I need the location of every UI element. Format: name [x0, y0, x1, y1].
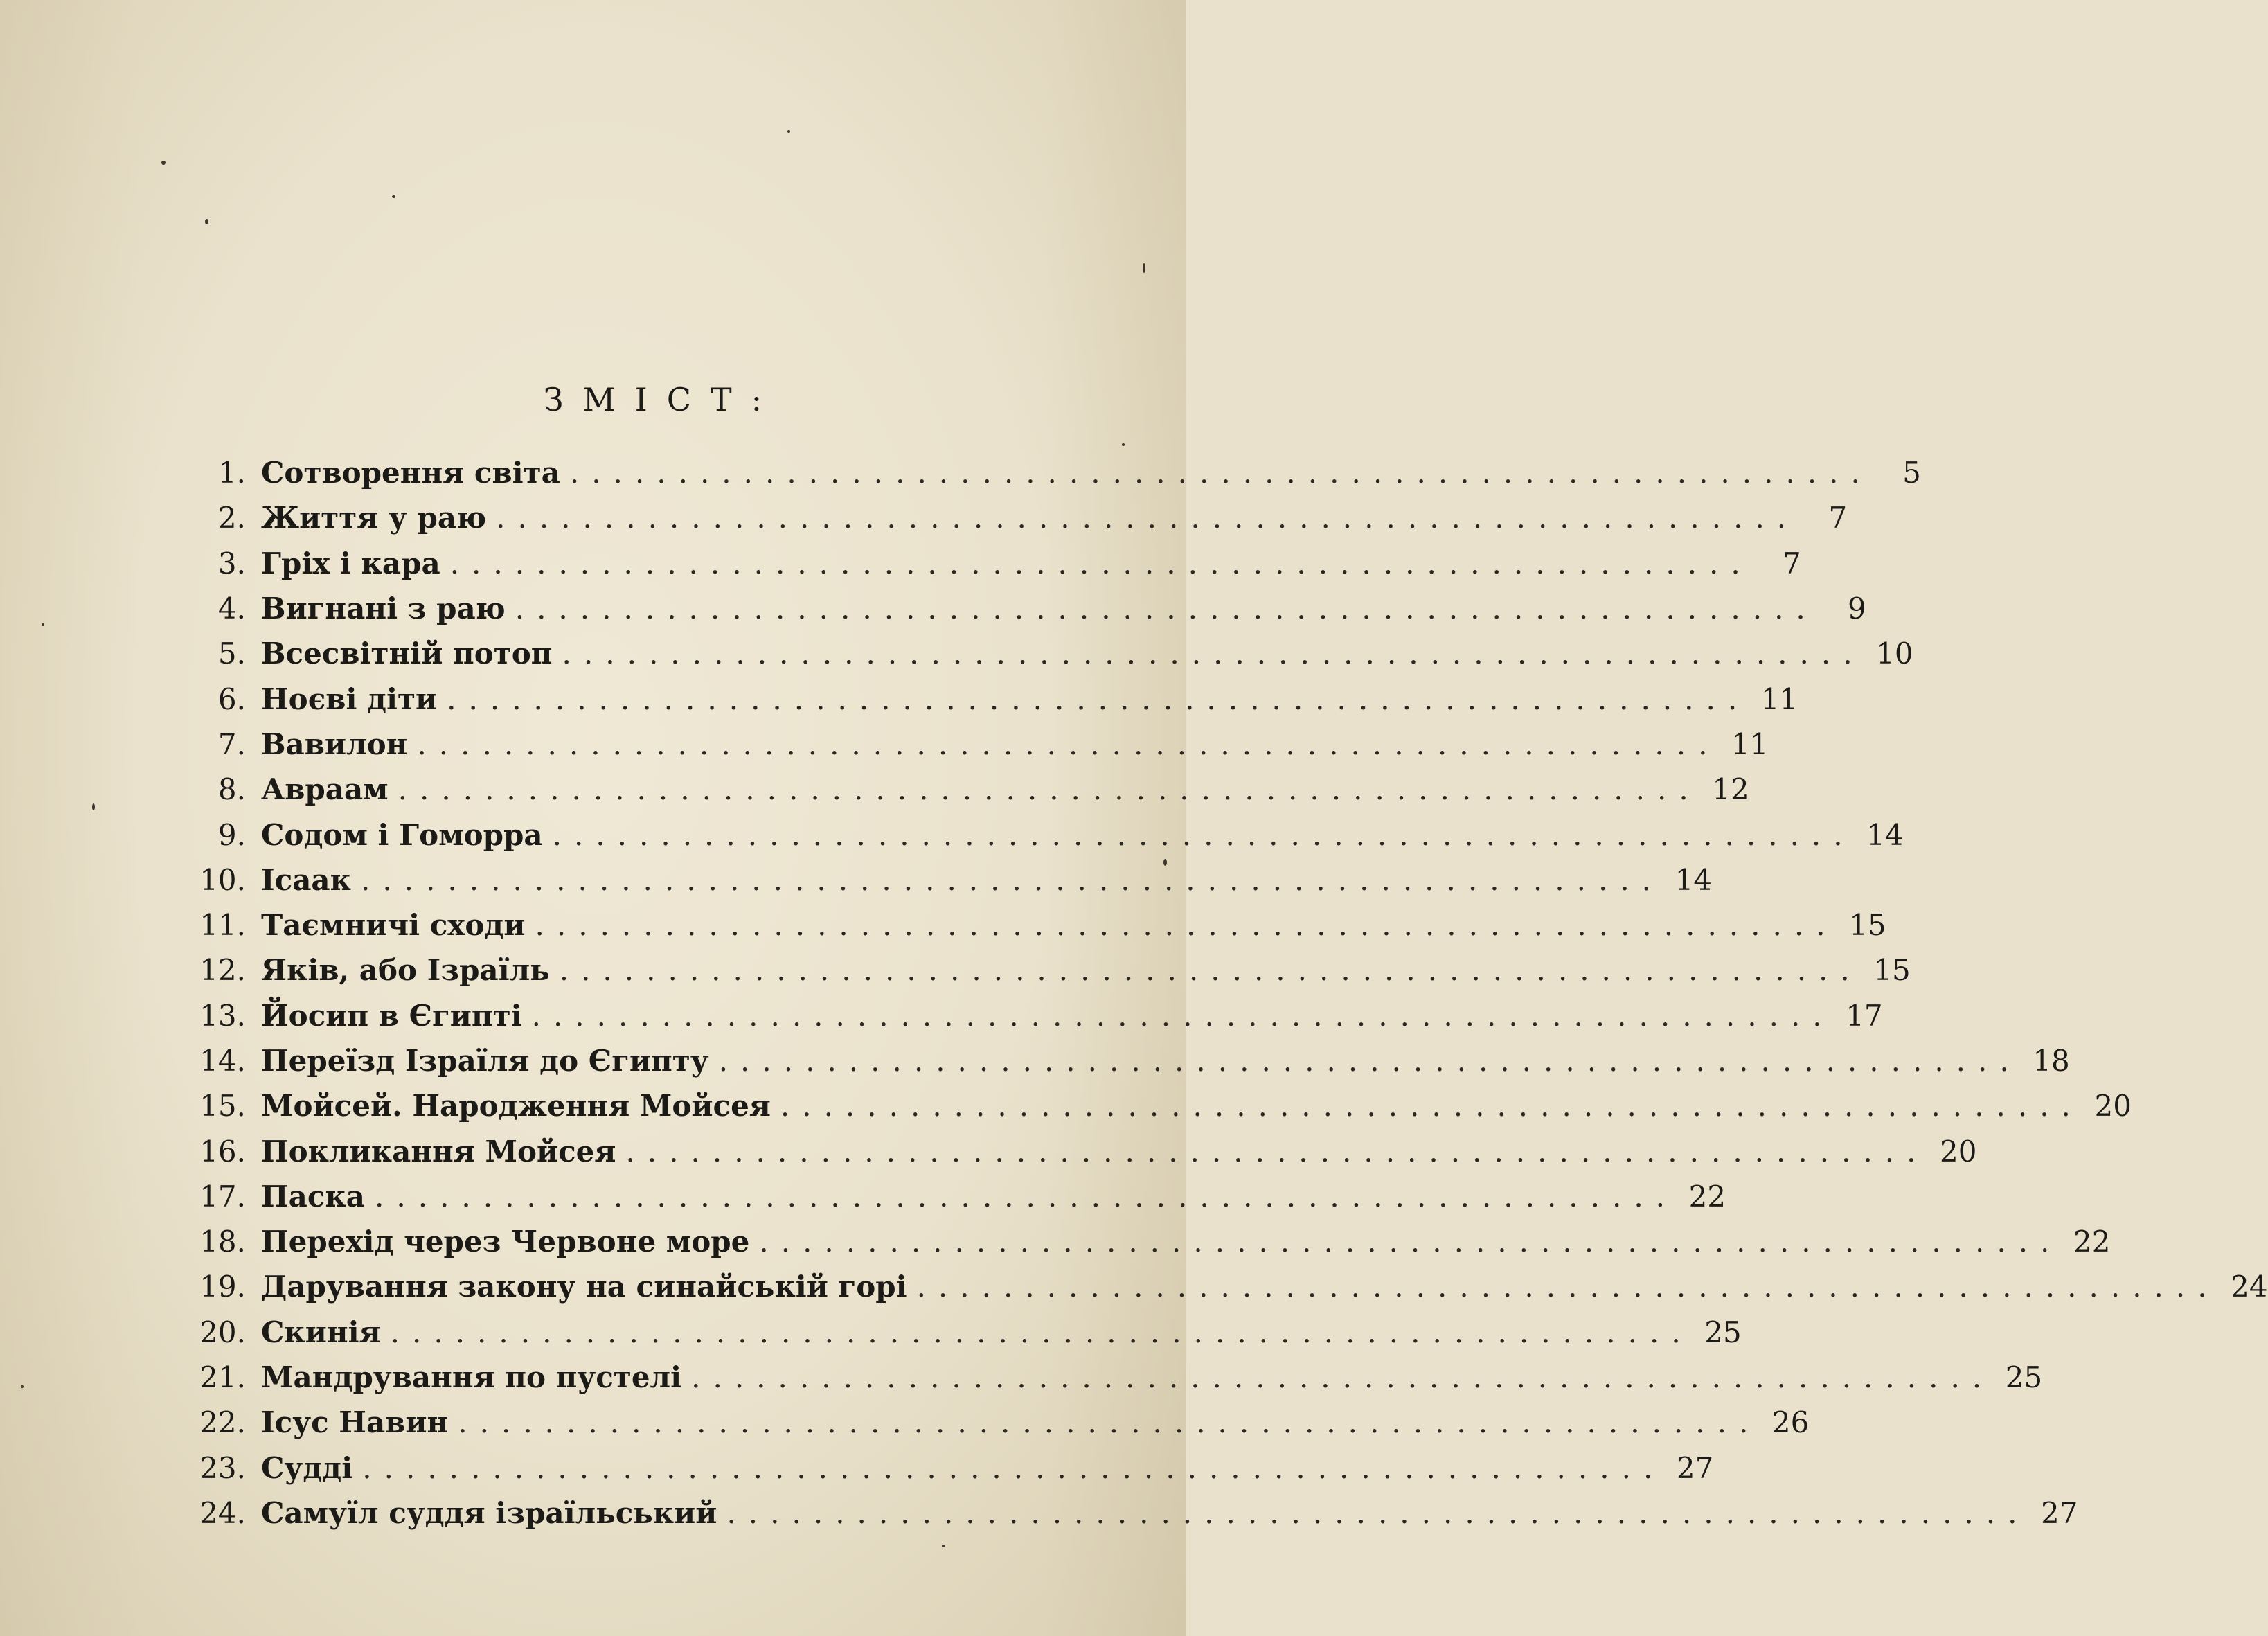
- page-title: ЗМІСТ:: [543, 381, 782, 418]
- toc-entry: [177, 1219, 2111, 1264]
- toc-leader-dots: ............................................................: [552, 817, 1855, 852]
- paper-speck: [92, 803, 95, 810]
- toc-leader-dots: ............................................................: [780, 1089, 2083, 1123]
- toc-leader-dots: ............................................................: [449, 546, 1753, 580]
- toc-leader-dots: ............................................................: [718, 1044, 2021, 1078]
- toc-leader-dots: ............................................................: [362, 1450, 1666, 1485]
- toc-leader-dots: ............................................................: [390, 1315, 1693, 1349]
- toc-entry-page: 9: [1848, 592, 1866, 626]
- toc-leader-dots: ............................................................: [375, 1179, 1678, 1213]
- toc-entry: [177, 450, 1921, 495]
- toc-entry-title: Яків, або Ізраїль: [261, 953, 550, 988]
- toc-entry-title: Вавилон: [261, 727, 408, 761]
- toc-entry-page: 14: [1675, 862, 1713, 897]
- toc-leader-dots: ............................................................: [496, 501, 1799, 535]
- paper-speck: [392, 195, 395, 198]
- toc-leader-dots: ............................................................: [417, 727, 1720, 761]
- toc-entry-page: 25: [1704, 1315, 1742, 1349]
- toc-entry-number: 16.: [199, 1134, 246, 1168]
- toc-leader-dots: ............................................................: [515, 592, 1818, 626]
- toc-entry-page: 25: [2005, 1360, 2043, 1395]
- toc-entry: [177, 1310, 1742, 1355]
- paper-speck: [205, 219, 208, 224]
- toc-entry-number: 19.: [199, 1270, 246, 1304]
- toc-entry: [177, 586, 1866, 631]
- toc-entry-page: 22: [1688, 1179, 1726, 1213]
- toc-leader-dots: ............................................................: [398, 772, 1701, 807]
- toc-entry-title: Таємничі сходи: [261, 908, 526, 943]
- toc-leader-dots: ............................................................: [562, 637, 1865, 671]
- toc-entry-title: Сотворення світа: [261, 456, 560, 490]
- toc-entry-page: 27: [1676, 1450, 1714, 1485]
- toc-entry-page: 18: [2033, 1044, 2070, 1078]
- toc-entry: [177, 993, 1883, 1038]
- toc-entry-number: 11.: [199, 908, 246, 943]
- paper-speck: [787, 130, 790, 133]
- toc-entry-number: 1.: [217, 456, 246, 490]
- toc-entry-page: 15: [1873, 953, 1911, 988]
- toc-entry-number: 24.: [199, 1495, 246, 1530]
- toc-entry-title: Ісус Навин: [261, 1405, 449, 1440]
- toc-entry: [177, 767, 1749, 812]
- toc-entry: [177, 1264, 2268, 1309]
- toc-entry-page: 22: [2073, 1225, 2111, 1259]
- toc-entry-number: 10.: [199, 862, 246, 897]
- toc-entry-title: Гріх і кара: [261, 546, 440, 580]
- toc-entry: [177, 1446, 1714, 1491]
- toc-entry-number: 8.: [217, 772, 246, 807]
- toc-entry-page: 5: [1902, 456, 1921, 490]
- toc-leader-dots: ............................................................: [726, 1495, 2030, 1530]
- toc-entry-title: Судді: [261, 1450, 353, 1485]
- toc-entry: [177, 1083, 2132, 1128]
- toc-entry-title: Перехід через Червоне море: [261, 1225, 750, 1259]
- toc-entry: [177, 541, 1801, 586]
- toc-entry-title: Мойсей. Народження Мойсея: [261, 1089, 771, 1123]
- toc-entry: [177, 948, 1911, 993]
- toc-leader-dots: ............................................................: [559, 953, 1862, 988]
- toc-entry-number: 17.: [199, 1179, 246, 1213]
- toc-entry: [177, 631, 1913, 676]
- toc-entry-number: 9.: [217, 817, 246, 852]
- toc-entry-title: Покликання Мойсея: [261, 1134, 616, 1168]
- toc-entry-title: Содом і Гоморра: [261, 817, 543, 852]
- toc-entry-number: 2.: [217, 501, 246, 535]
- toc-entry-number: 14.: [199, 1044, 246, 1078]
- toc-entry: [177, 812, 1904, 857]
- toc-entry-title: Ноєві діти: [261, 682, 438, 716]
- toc-leader-dots: ............................................................: [458, 1405, 1761, 1440]
- table-of-contents: [177, 450, 2268, 1536]
- paper-speck: [942, 1545, 945, 1547]
- toc-entry: [177, 903, 1886, 948]
- toc-entry-page: 24: [2231, 1270, 2268, 1304]
- toc-entry-number: 12.: [199, 953, 246, 988]
- toc-entry-page: 11: [1731, 727, 1769, 761]
- paper-speck: [1143, 263, 1145, 273]
- toc-leader-dots: ............................................................: [569, 456, 1873, 490]
- toc-entry-page: 7: [1783, 546, 1801, 580]
- toc-entry: [177, 1038, 2070, 1083]
- toc-leader-dots: ............................................................: [691, 1360, 1994, 1395]
- toc-entry: [177, 1400, 1810, 1445]
- toc-entry-number: 4.: [217, 592, 246, 626]
- toc-entry-title: Мандрування по пустелі: [261, 1360, 682, 1395]
- toc-leader-dots: ............................................................: [447, 682, 1750, 716]
- toc-entry-page: 10: [1876, 637, 1913, 671]
- paper-speck: [1122, 443, 1125, 446]
- toc-entry-number: 6.: [217, 682, 246, 716]
- toc-entry: [177, 676, 1798, 721]
- toc-entry-page: 11: [1760, 682, 1798, 716]
- toc-entry-title: Паска: [261, 1179, 365, 1213]
- toc-leader-dots: ............................................................: [360, 862, 1664, 897]
- toc-entry-title: Життя у раю: [261, 501, 487, 535]
- toc-entry: [177, 1128, 1977, 1173]
- toc-entry-page: 20: [1940, 1134, 1977, 1168]
- paper-speck: [21, 1385, 24, 1388]
- toc-entry-number: 21.: [199, 1360, 246, 1395]
- toc-entry-title: Авраам: [261, 772, 389, 807]
- toc-entry-number: 23.: [199, 1450, 246, 1485]
- toc-entry-number: 15.: [199, 1089, 246, 1123]
- toc-entry-number: 18.: [199, 1225, 246, 1259]
- toc-entry-title: Всесвітній потоп: [261, 637, 553, 671]
- toc-entry-page: 15: [1849, 908, 1886, 943]
- toc-entry-number: 3.: [217, 546, 246, 580]
- toc-entry-number: 22.: [199, 1405, 246, 1440]
- toc-entry-page: 27: [2041, 1495, 2078, 1530]
- toc-entry-number: 20.: [199, 1315, 246, 1349]
- toc-entry-title: Скинія: [261, 1315, 381, 1349]
- toc-entry-number: 13.: [199, 998, 246, 1033]
- toc-entry-title: Самуїл суддя ізраїльський: [261, 1495, 717, 1530]
- toc-entry-number: 5.: [217, 637, 246, 671]
- toc-entry-title: Переїзд Ізраїля до Єгипту: [261, 1044, 709, 1078]
- toc-entry-page: 20: [2094, 1089, 2132, 1123]
- toc-entry-title: Дарування закону на синайській горі: [261, 1270, 907, 1304]
- toc-entry-title: Вигнані з раю: [261, 592, 506, 626]
- toc-entry-page: 26: [1771, 1405, 1810, 1440]
- toc-entry: [177, 1491, 2078, 1536]
- toc-leader-dots: ............................................................: [535, 908, 1838, 943]
- toc-entry: [177, 1174, 1726, 1219]
- toc-entry-title: Ісаак: [261, 862, 351, 897]
- toc-entry: [177, 1355, 2043, 1400]
- toc-entry: [177, 722, 1769, 767]
- toc-leader-dots: ............................................................: [531, 998, 1834, 1033]
- toc-entry-title: Йосип в Єгипті: [261, 998, 522, 1033]
- toc-leader-dots: ............................................................: [759, 1225, 2062, 1259]
- toc-entry: [177, 857, 1713, 903]
- toc-entry-page: 17: [1846, 998, 1883, 1033]
- toc-entry-page: 7: [1828, 501, 1848, 535]
- toc-leader-dots: ............................................................: [916, 1270, 2220, 1304]
- toc-entry-page: 12: [1712, 772, 1749, 807]
- toc-entry-number: 7.: [217, 727, 246, 761]
- toc-entry-page: 14: [1866, 817, 1904, 852]
- toc-leader-dots: ............................................................: [625, 1134, 1929, 1168]
- paper-speck: [161, 161, 166, 165]
- paper-speck: [42, 623, 44, 626]
- toc-entry: [177, 495, 1848, 540]
